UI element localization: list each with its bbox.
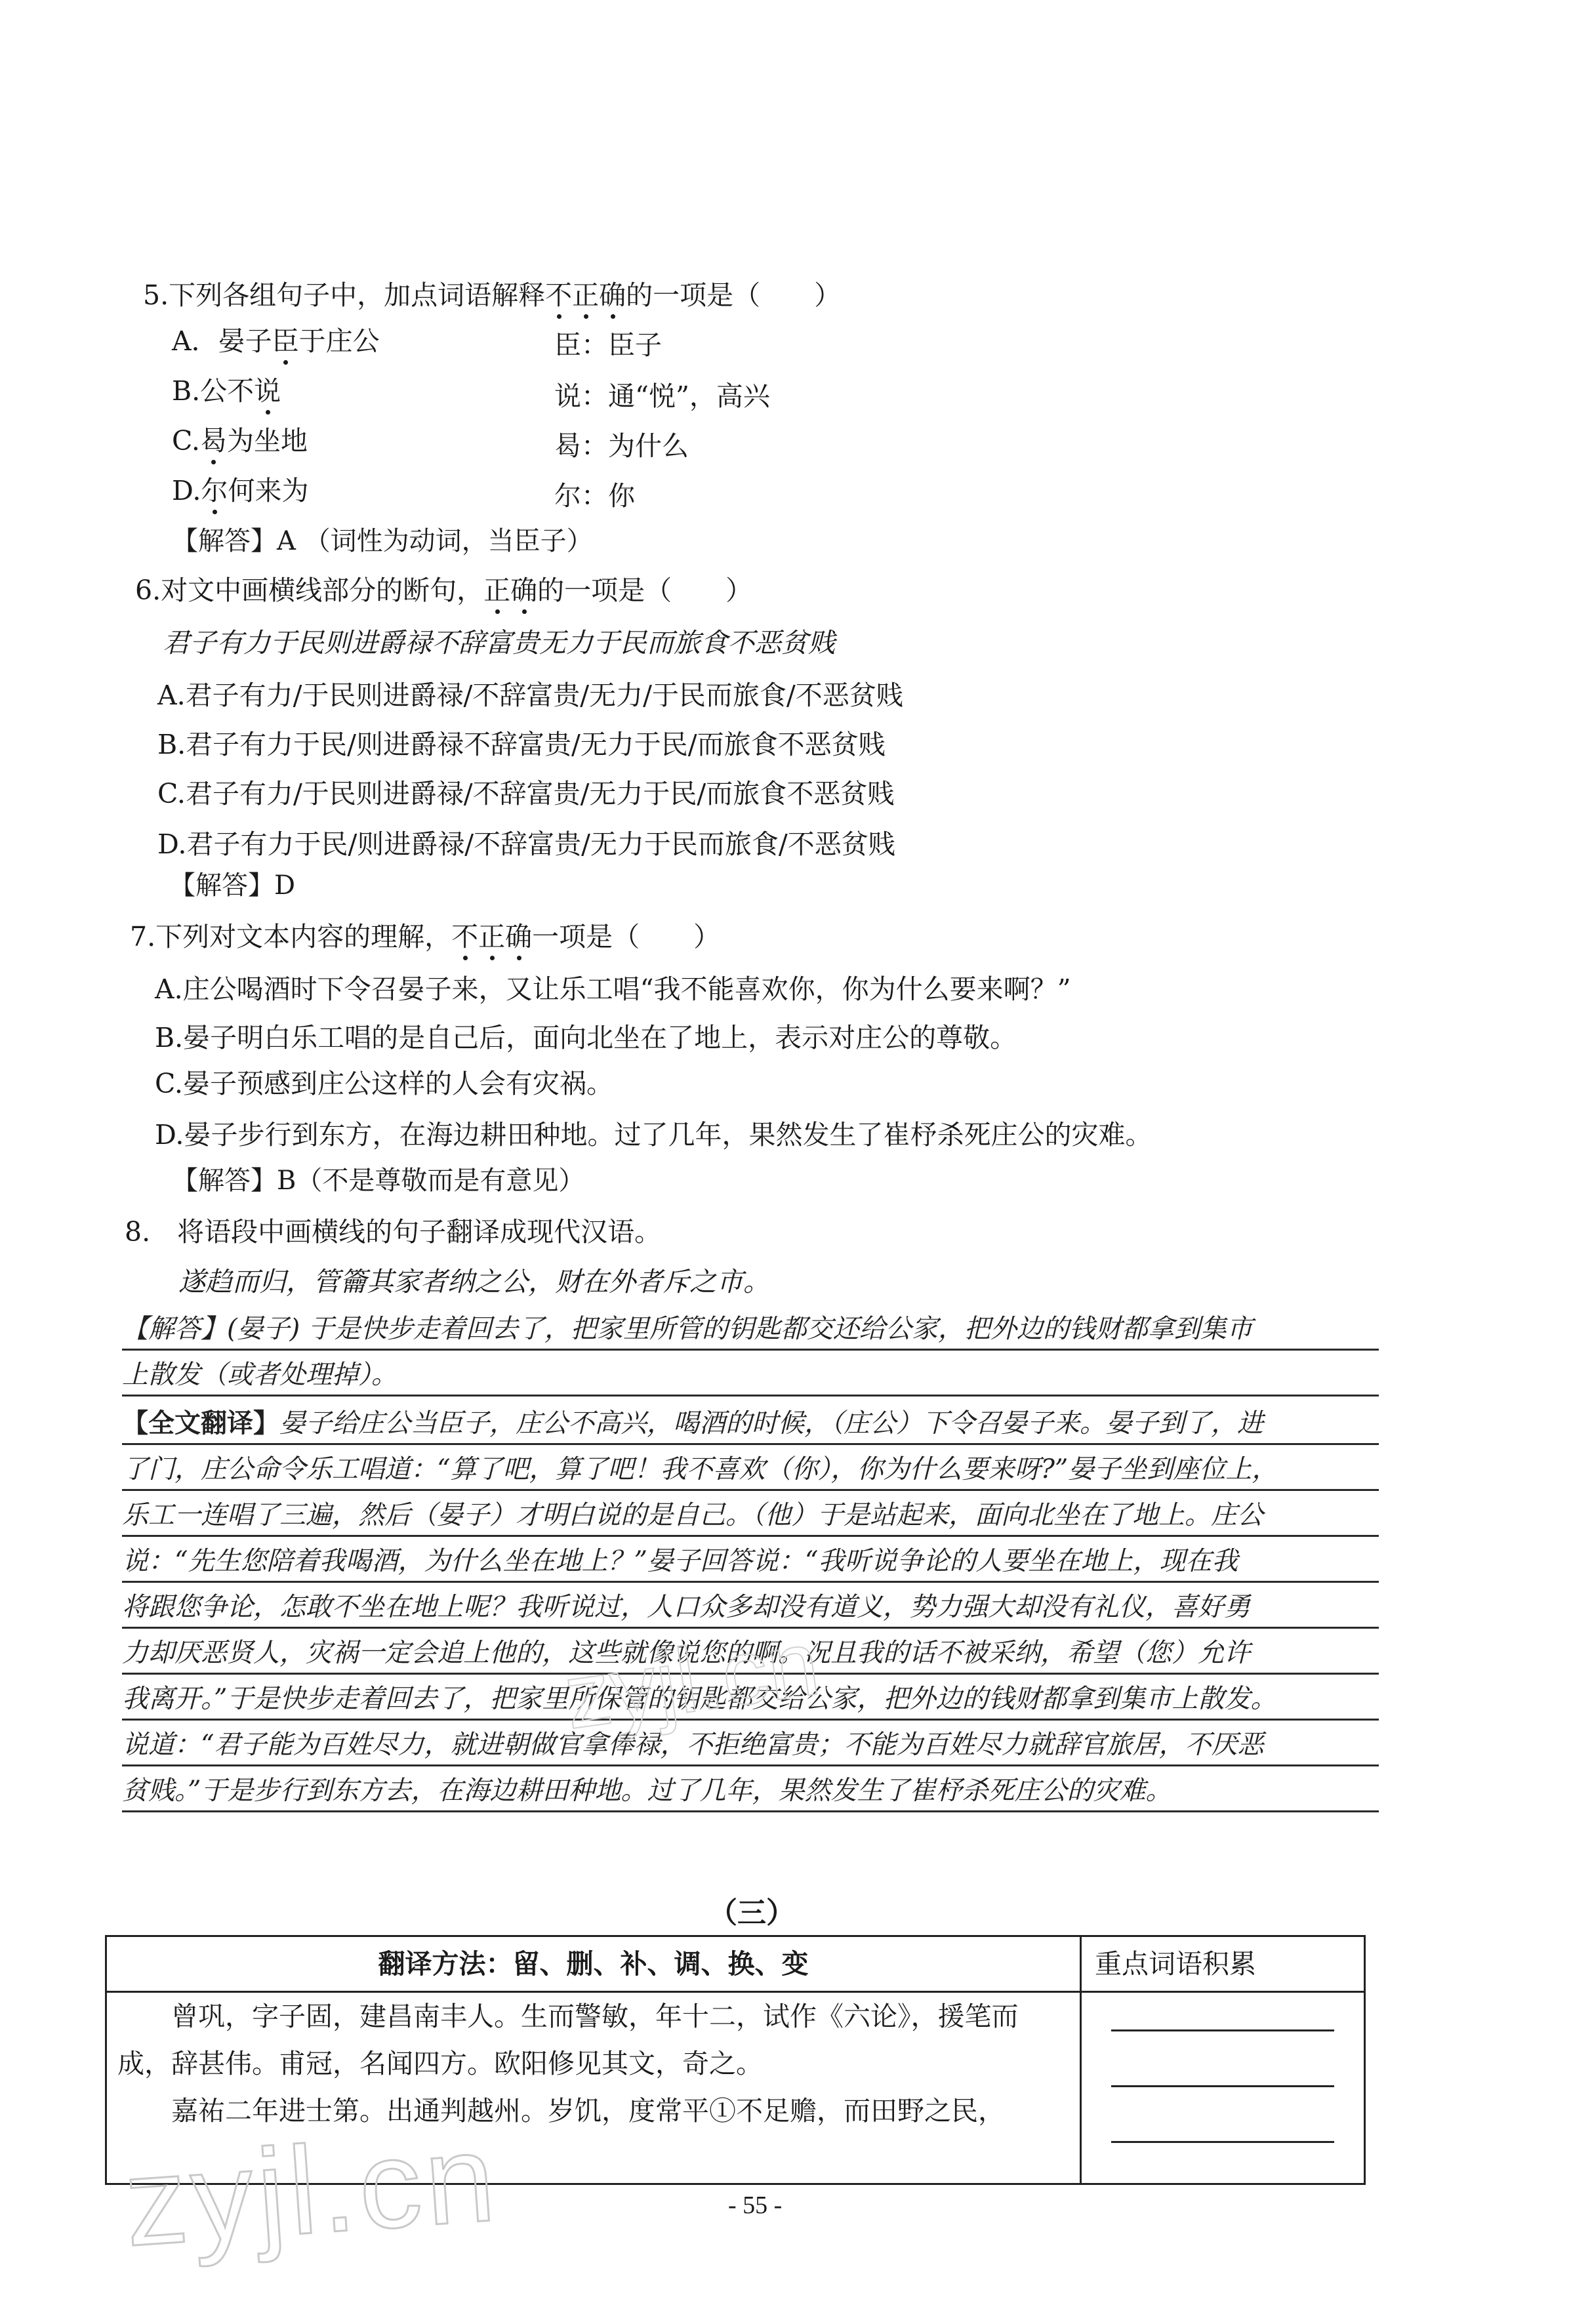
- q5-stem: 5.下列各组句子中，加点词语解释不正确的一项是（ ）: [143, 275, 841, 315]
- q7-option-d: D.晏子步行到东方，在海边耕田种地。过了几年，果然发生了崔杼杀死庄公的灾难。: [155, 1119, 1153, 1151]
- translation-line-4: 说：“先生您陪着我喝酒，为什么坐在地上？”晏子回答说：“我听说争论的人要坐在地上，现在我: [122, 1541, 1379, 1583]
- translation-line-3: 乐工一连唱了三遍，然后（晏子）才明白说的是自己。（他）于是站起来，面向北坐在了地上。庄公: [122, 1496, 1379, 1537]
- q6-option-a: A.君子有力/于民则进爵禄/不辞富贵/无力/于民而旅食/不恶贫贱: [157, 680, 903, 711]
- translation-line-1: 【全文翻译】晏子给庄公当臣子，庄公不高兴，喝酒的时候，（庄公）下令召晏子来。晏子到了，进: [122, 1404, 1379, 1445]
- section-3-title: （三）: [708, 1896, 795, 1930]
- table-head-vocabulary: 重点词语积累: [1081, 1936, 1365, 1992]
- q6-option-c: C.君子有力/于民则进爵禄/不辞富贵/无力于民/而旅食不恶贫贱: [157, 778, 895, 809]
- translation-label: 【全文翻译】: [122, 1408, 279, 1438]
- q6-passage: 君子有力于民则进爵禄不辞富贵无力于民而旅食不恶贫贱: [163, 627, 835, 659]
- translation-line-8: 说道：“君子能为百姓尽力，就进朝做官拿俸禄，不拒绝富贵；不能为百姓尽力就辞官旅居，不厌恶: [122, 1725, 1379, 1766]
- q8-answer-line-1: 【解答】(晏子) 于是快步走着回去了，把家里所管的钥匙都交还给公家，把外边的钱财都拿到集市: [122, 1309, 1379, 1351]
- watermark-logo-faint: zyjl.cn: [558, 1610, 825, 1749]
- q5-option-c-gloss: 曷：为什么: [554, 430, 689, 462]
- q5-option-c: C.曷为坐地: [172, 421, 308, 460]
- watermark-logo: zyjl.cn: [120, 2108, 503, 2273]
- q5-option-d-gloss: 尔：你: [554, 480, 635, 512]
- vocabulary-blank-1[interactable]: [1111, 2022, 1334, 2031]
- translation-line-2: 了门，庄公命令乐工唱道：“算了吧，算了吧！我不喜欢（你），你为什么要来呀?”晏子坐到座位上，: [122, 1450, 1379, 1491]
- q7-stem: 7.下列对文本内容的理解，不正确一项是（ ）: [130, 917, 720, 956]
- q7-option-a: A.庄公喝酒时下令召晏子来，又让乐工唱“我不能喜欢你，你为什么要来啊？”: [155, 973, 1071, 1005]
- translation-line-6: 力却厌恶贤人，灾祸一定会追上他的，这些就像说您的啊。况且我的话不被采纳，希望（您）允许: [122, 1633, 1379, 1675]
- q7-answer: 【解答】B（不是尊敬而是有意见）: [172, 1166, 585, 1196]
- q8-stem: 8. 将语段中画横线的句子翻译成现代汉语。: [125, 1216, 662, 1248]
- q5-option-a: A．晏子臣于庄公: [172, 321, 380, 361]
- q7-option-b: B.晏子明白乐工唱的是自己后，面向北坐在了地上，表示对庄公的尊敬。: [155, 1022, 1017, 1053]
- q8-passage: 遂趋而归，管籥其家者纳之公，财在外者斥之市。: [178, 1266, 770, 1297]
- q5-option-a-gloss: 臣：臣子: [554, 329, 662, 361]
- q6-option-d: D.君子有力于民/则进爵禄/不辞富贵/无力于民而旅食/不恶贫贱: [157, 828, 895, 860]
- page-number: - 55 -: [728, 2191, 783, 2219]
- table-body-vocabulary: [1081, 1992, 1365, 2184]
- translation-line-7: 我离开。”于是快步走着回去了，把家里所保管的钥匙都交给公家，把外边的钱财都拿到集市上散发。: [122, 1679, 1379, 1721]
- passage-paragraph-2: 嘉祐二年进士第。出通判越州。岁饥，度常平①不足赡，而田野之民，: [171, 2095, 1005, 2127]
- vocabulary-blank-3[interactable]: [1111, 2133, 1334, 2143]
- passage-paragraph-1: 曾巩，字子固，建昌南丰人。生而警敏，年十二，试作《六论》，援笔而成，辞甚伟。甫冠，名闻四方。欧阳修见其文，奇之。: [117, 2001, 1019, 2079]
- translation-line-5: 将跟您争论，怎敢不坐在地上呢？我听说过，人口众多却没有道义，势力强大却没有礼仪，喜好勇: [122, 1587, 1379, 1629]
- table-head-method: 翻译方法：留、删、补、调、换、变: [106, 1936, 1081, 1992]
- q5-answer: 【解答】A （词性为动词，当臣子）: [172, 526, 593, 556]
- q5-option-d: D.尔何来为: [172, 471, 308, 510]
- q7-option-c: C.晏子预感到庄公这样的人会有灾祸。: [155, 1068, 613, 1099]
- q5-option-b-gloss: 说：通“悦”，高兴: [554, 380, 770, 412]
- q8-answer-line-2: 上散发（或者处理掉）。: [122, 1355, 1379, 1396]
- q6-option-b: B.君子有力于民/则进爵禄不辞富贵/无力于民/而旅食不恶贫贱: [157, 729, 886, 760]
- q6-answer: 【解答】D: [169, 870, 296, 901]
- q6-stem: 6.对文中画横线部分的断句，正确的一项是（ ）: [135, 571, 752, 610]
- q5-option-b: B.公不说: [172, 371, 281, 411]
- vocabulary-blank-2[interactable]: [1111, 2077, 1334, 2087]
- translation-line-9: 贫贱。”于是步行到东方去，在海边耕田种地。过了几年，果然发生了崔杼杀死庄公的灾难。: [122, 1771, 1379, 1812]
